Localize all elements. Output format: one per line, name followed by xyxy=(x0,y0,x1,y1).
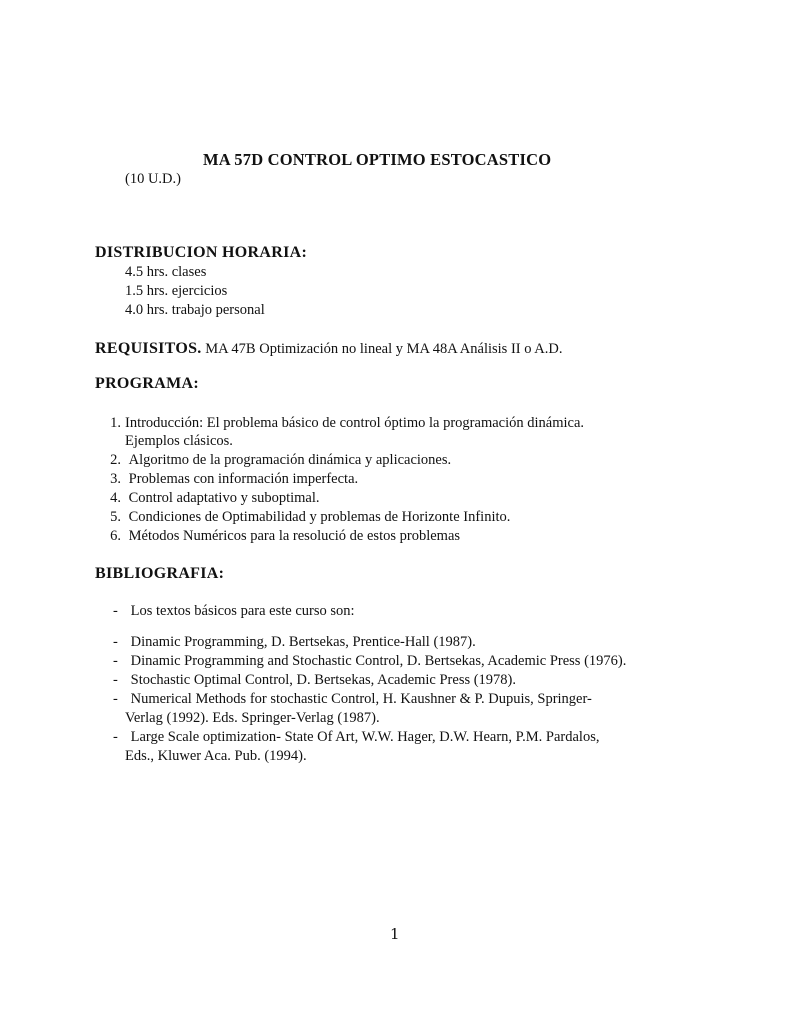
bullet-dash: - xyxy=(113,691,118,707)
programa-item-text: Control adaptativo y suboptimal. xyxy=(128,490,320,506)
programa-item xyxy=(103,471,358,488)
programa-heading: PROGRAMA: xyxy=(95,375,200,392)
bibliografia-item-continuation: Eds., Kluwer Aca. Pub. (1994). xyxy=(125,748,307,764)
programa-item-number: 5. xyxy=(110,509,121,525)
bullet-dash: - xyxy=(113,672,118,688)
bibliografia-item xyxy=(113,634,476,651)
distribucion-item: 4.0 hrs. trabajo personal xyxy=(125,302,265,318)
bullet-dash: - xyxy=(113,634,118,650)
programa-item-text: Problemas con información imperfecta. xyxy=(128,471,359,487)
bullet-dash: - xyxy=(113,603,118,619)
programa-item-text: Algoritmo de la programación dinámica y aplicaciones. xyxy=(128,452,452,468)
programa-item-number: 3. xyxy=(110,471,121,487)
distribucion-heading: DISTRIBUCION HORARIA: xyxy=(95,244,308,261)
bullet-dash: - xyxy=(113,729,118,745)
programa-item xyxy=(103,415,695,432)
programa-item-number: 1. xyxy=(110,415,121,431)
bullet-dash: - xyxy=(113,653,118,669)
programa-item xyxy=(103,490,320,507)
requisitos-label: REQUISITOS. xyxy=(95,340,202,357)
bibliografia-item-text: Dinamic Programming, D. Bertsekas, Prentice-Hall (1987). xyxy=(130,634,476,650)
programa-item-number: 2. xyxy=(110,452,121,468)
requisitos-text: MA 47B Optimización no lineal y MA 48A Análisis II o A.D. xyxy=(205,341,563,357)
course-title: MA 57D CONTROL OPTIMO ESTOCASTICO xyxy=(203,150,552,169)
bibliografia-heading: BIBLIOGRAFIA: xyxy=(95,565,225,582)
programa-item-continuation: Ejemplos clásicos. xyxy=(125,433,233,449)
programa-item xyxy=(103,452,451,469)
bibliografia-item xyxy=(113,729,599,746)
bibliografia-item-text: Stochastic Optimal Control, D. Bertsekas, Academic Press (1978). xyxy=(130,672,517,688)
bibliografia-item xyxy=(113,691,592,708)
programa-item xyxy=(103,528,460,545)
page-number: 1 xyxy=(390,925,400,943)
bibliografia-item-text: Large Scale optimization- State Of Art, W.W. Hager, D.W. Hearn, P.M. Pardalos, xyxy=(130,729,600,745)
programa-item xyxy=(103,509,510,526)
programa-item-number: 6. xyxy=(110,528,121,544)
programa-item-text: Condiciones de Optimabilidad y problemas de Horizonte Infinito. xyxy=(128,509,511,525)
requisitos-line xyxy=(95,340,563,358)
programa-item-number: 4. xyxy=(110,490,121,506)
programa-item-text: Introducción: El problema básico de control óptimo la programación dinámica. xyxy=(125,415,585,431)
bibliografia-item-continuation: Verlag (1992). Eds. Springer-Verlag (1987). xyxy=(125,710,380,726)
bibliografia-intro xyxy=(113,603,355,620)
programa-item-text: Métodos Numéricos para la resolució de estos problemas xyxy=(128,528,461,544)
course-units: (10 U.D.) xyxy=(125,171,181,187)
bibliografia-intro-text: Los textos básicos para este curso son: xyxy=(130,603,355,619)
bibliografia-item-text: Dinamic Programming and Stochastic Control, D. Bertsekas, Academic Press (1976). xyxy=(130,653,627,669)
distribucion-item: 1.5 hrs. ejercicios xyxy=(125,283,228,299)
distribucion-item: 4.5 hrs. clases xyxy=(125,264,207,280)
bibliografia-item xyxy=(113,672,516,689)
bibliografia-item-text: Numerical Methods for stochastic Control, H. Kaushner & P. Dupuis, Springer- xyxy=(130,691,592,707)
bibliografia-item xyxy=(113,653,626,670)
